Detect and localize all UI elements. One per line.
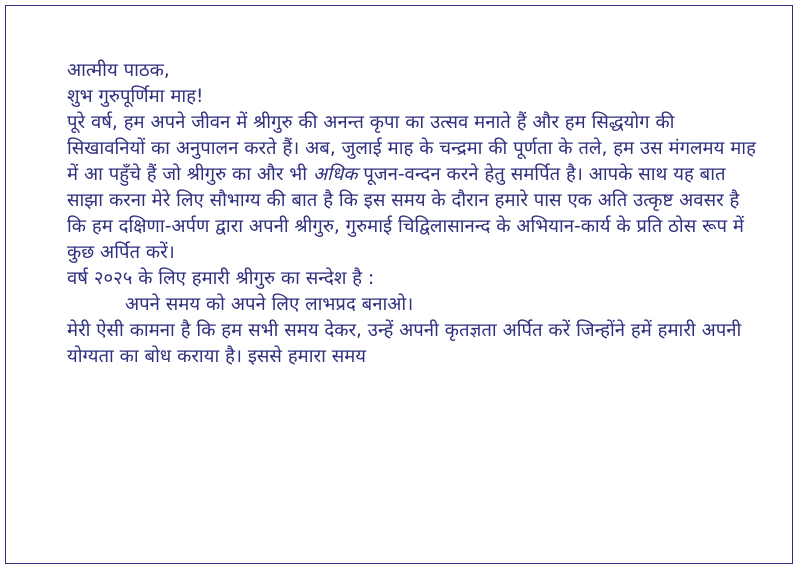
- message-intro: वर्ष २०२५ के लिए हमारी श्रीगुरु का सन्देश है :: [67, 268, 375, 289]
- paragraph-gratitude: मेरी ऐसी कामना है कि हम सभी समय देकर, उन्हें अपनी कृतज्ञता अर्पित करें जिन्होंने हमें हमारी अपनी योग्यता का बोध कराया है। इससे हमारा समय: [67, 320, 742, 367]
- salutation: आत्मीय पाठक,: [67, 60, 170, 81]
- paragraph-text-end: पूजन-वन्दन करने हेतु समर्पित है। आपके साथ यह बात साझा करना मेरे लिए सौभाग्य की बात है कि इस समय के दौरान हमारे पास एक अति उत्कृष्ट अवसर है कि हम दक्षिणा-अर्पण द्वारा अपनी श्रीगुरु, गुरुमाई चिद्विलासानन्द के अभियान-कार्य के प्रति ठोस रूप में कुछ अर्पित करें।: [67, 164, 744, 263]
- letter-body: [67, 58, 757, 370]
- paragraph-gurupurnima: [67, 110, 757, 266]
- greeting: शुभ गुरुपूर्णिमा माह!: [67, 86, 204, 107]
- paragraph-text-start: पूरे वर्ष, हम अपने जीवन में श्रीगुरु की अनन्त कृपा का उत्सव मनाते हैं और हम सिद्धयोग की सिखावनियों का अनुपालन करते हैं। अब, जुलाई माह के चन्द्रमा की पूर्णता के तले, हम उस मंगलमय माह में आ पहुँचे हैं जो श्रीगुरु का और भी: [67, 112, 756, 185]
- emphasis-word: अधिक: [312, 164, 358, 185]
- message-quote: अपने समय को अपने लिए लाभप्रद बनाओ।: [125, 294, 414, 315]
